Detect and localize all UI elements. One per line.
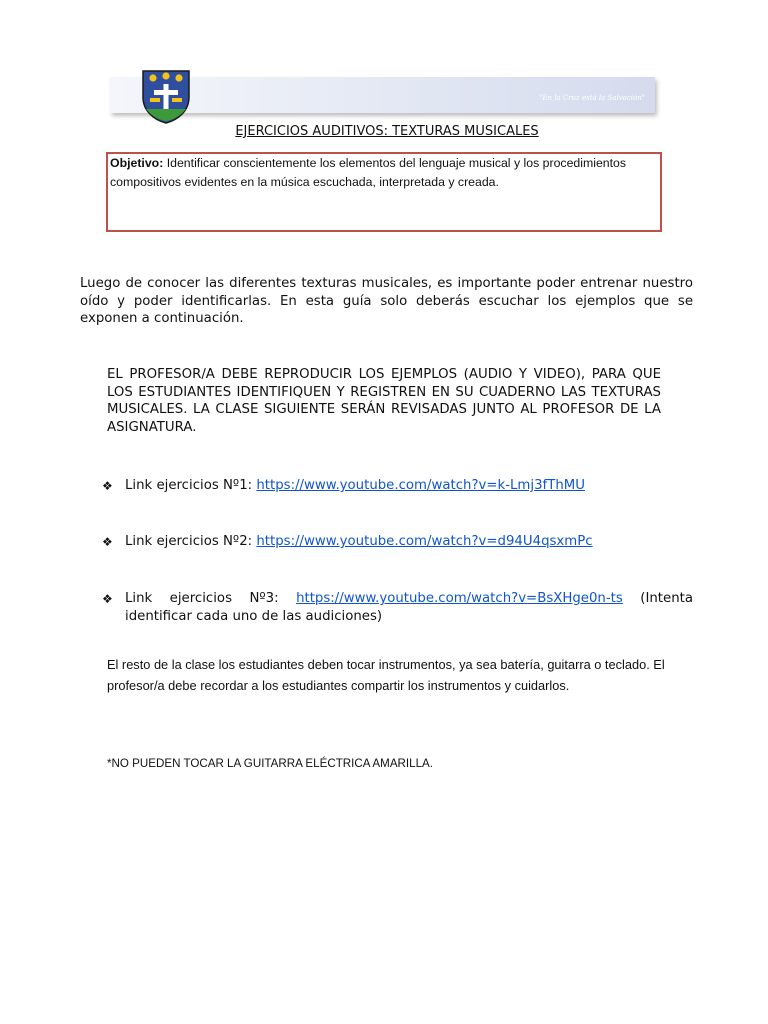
- youtube-link-2[interactable]: https://www.youtube.com/watch?v=d94U4qsxmPc: [256, 534, 593, 549]
- guitar-note: *NO PUEDEN TOCAR LA GUITARRA ELÉCTRICA AMARILLA.: [107, 757, 434, 770]
- bullet-diamond-icon: ❖: [102, 592, 113, 606]
- document-title: EJERCICIOS AUDITIVOS: TEXTURAS MUSICALES: [235, 124, 539, 139]
- youtube-link-3[interactable]: https://www.youtube.com/watch?v=BsXHge0n-ts: [296, 591, 623, 606]
- school-motto: "En la Cruz está la Salvación": [539, 94, 645, 102]
- link-label: Link ejercicios Nº2:: [125, 534, 257, 549]
- objective-text: Identificar conscientemente los elementos del lenguaje musical y los procedimientos compositivos evidentes en la música escuchada, interpretada y creada.: [110, 156, 627, 189]
- link-label: Link ejercicios Nº3:: [125, 591, 297, 606]
- bullet-diamond-icon: ❖: [102, 479, 113, 493]
- bullet-diamond-icon: ❖: [102, 535, 113, 549]
- objective-label: Objetivo:: [110, 156, 164, 170]
- teacher-notice: EL PROFESOR/A DEBE REPRODUCIR LOS EJEMPLOS (AUDIO Y VIDEO), PARA QUE LOS ESTUDIANTES IDENTIFIQUEN Y REGISTREN EN SU CUADERNO LAS TEXTURAS MUSICALES. LA CLASE SIGUIENTE SERÁN REVISADAS JUNTO AL PROFESOR DE LA ASIGNATURA.: [107, 367, 661, 436]
- link-suffix: (Intenta identificar cada uno de las audiciones): [125, 591, 693, 624]
- school-crest-logo: [140, 67, 192, 125]
- youtube-link-1[interactable]: https://www.youtube.com/watch?v=k-Lmj3fThMU: [256, 478, 585, 493]
- objective-box: [106, 152, 662, 232]
- link-label: Link ejercicios Nº1:: [125, 478, 257, 493]
- closing-paragraph: El resto de la clase los estudiantes deben tocar instrumentos, ya sea batería, guitarra o teclado. El profesor/a debe recordar a los estudiantes compartir los instrumentos y cuidarlos.: [107, 657, 665, 693]
- link-item-1: [125, 477, 693, 495]
- link-item-3: [125, 590, 693, 626]
- link-item-2: [125, 533, 693, 551]
- intro-paragraph: Luego de conocer las diferentes texturas musicales, es importante poder entrenar nuestro oído y poder identificarlas. En esta guía solo deberás escuchar los ejemplos que se exponen a continuación.: [80, 276, 693, 327]
